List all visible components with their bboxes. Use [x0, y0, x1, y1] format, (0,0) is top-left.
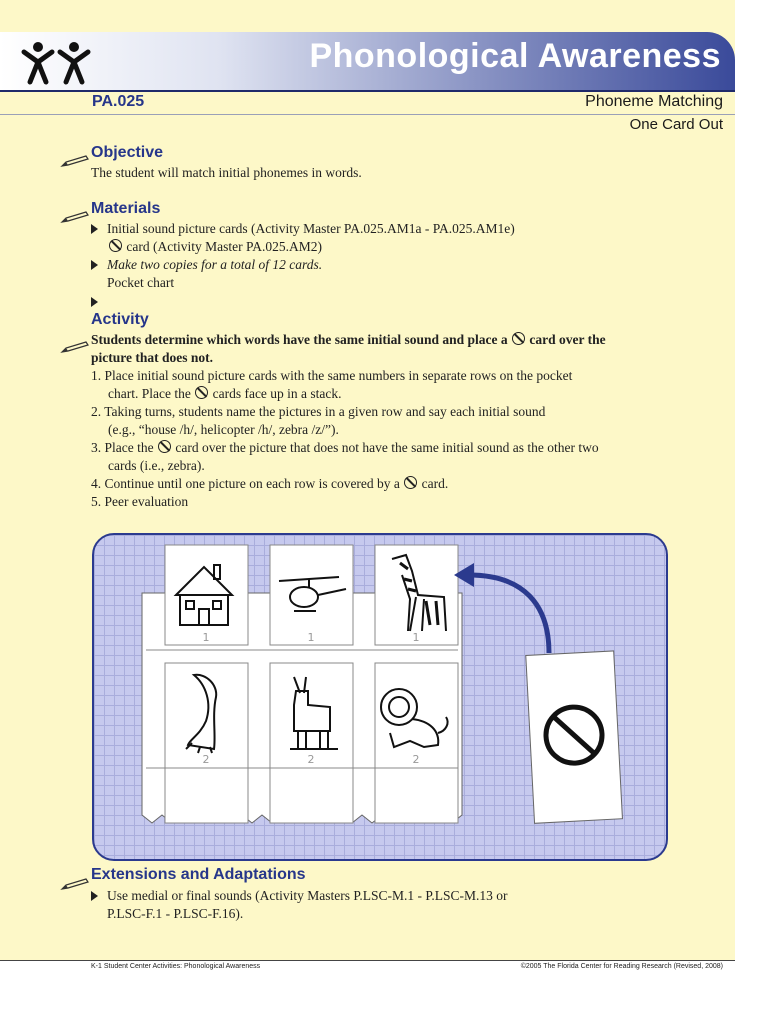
materials-item-2: Make two copies for a total of 12 cards.	[107, 257, 323, 272]
step-1: 1. Place initial sound picture cards with the same numbers in separate rows on the pocket	[91, 368, 573, 383]
no-symbol-icon	[109, 239, 122, 252]
step-2: 2. Taking turns, students name the pictures in a given row and say each initial sound	[91, 404, 546, 419]
row-number-label: 2	[307, 753, 315, 766]
page-title: Phonological Awareness	[309, 37, 721, 75]
row-number-label: 2	[412, 753, 420, 766]
activity-name: One Card Out	[629, 116, 723, 133]
skill-name: Phoneme Matching	[585, 93, 723, 110]
activity-code: PA.025	[92, 93, 145, 110]
bullet-icon	[91, 224, 98, 234]
materials-item-1: Initial sound picture cards (Activity Master PA.025.AM1a - PA.025.AM1e)	[107, 221, 515, 236]
row-number-label: 1	[202, 631, 210, 644]
bullet-icon	[91, 297, 98, 307]
no-card	[526, 651, 623, 823]
pencil-icon	[60, 154, 90, 168]
step-2-cont: (e.g., “house /h/, helicopter /h/, zebra /z/”).	[108, 422, 339, 437]
activity-intro-cont: picture that does not.	[91, 350, 214, 365]
empty-card	[165, 768, 248, 823]
footer-right: ©2005 The Florida Center for Reading Research (Revised, 2008)	[520, 963, 723, 970]
materials-heading: Materials	[91, 200, 161, 217]
objective-text: The student will match initial phonemes in words.	[91, 165, 362, 180]
empty-card	[375, 768, 458, 823]
extensions-text: Use medial or final sounds (Activity Masters P.LSC-M.1 - P.LSC-M.13 or	[107, 888, 508, 903]
curved-arrow-icon	[454, 563, 549, 653]
bullet-icon	[91, 891, 98, 901]
pocket-chart-svg	[94, 535, 666, 859]
row-number-label: 2	[202, 753, 210, 766]
empty-card	[270, 768, 353, 823]
no-symbol-icon	[195, 386, 208, 399]
header-rule	[0, 90, 735, 92]
materials-item-2-cont: Pocket chart	[107, 275, 175, 290]
extensions-heading: Extensions and Adaptations	[91, 866, 306, 883]
objective-heading: Objective	[91, 144, 164, 161]
footer-left: K-1 Student Center Activities: Phonological Awareness	[91, 963, 261, 970]
no-symbol-icon	[158, 440, 171, 453]
pencil-icon	[60, 210, 90, 224]
extensions-text-cont: P.LSC-F.1 - P.LSC-F.16).	[107, 906, 244, 921]
footer-rule	[0, 960, 735, 961]
title-banner	[0, 32, 735, 90]
row-number-label: 1	[412, 631, 420, 644]
step-1-cont: chart. Place the cards face up in a stack.	[108, 386, 342, 401]
subheader-rule	[0, 114, 735, 115]
step-3: 3. Place the card over the picture that does not have the same initial sound as the other two	[91, 440, 599, 455]
no-symbol-icon	[512, 332, 525, 345]
pocket-chart-illustration	[92, 533, 668, 861]
pencil-icon	[60, 340, 90, 354]
step-4: 4. Continue until one picture on each row is covered by a card.	[91, 476, 449, 491]
people-logo-icon	[20, 40, 94, 86]
step-5: 5. Peer evaluation	[91, 494, 189, 509]
bullet-icon	[91, 260, 98, 270]
no-symbol-icon	[404, 476, 417, 489]
materials-item-1-cont: card (Activity Master PA.025.AM2)	[108, 238, 322, 256]
picture-card	[270, 545, 353, 645]
step-3-cont: cards (i.e., zebra).	[108, 458, 205, 473]
row-number-label: 1	[307, 631, 315, 644]
activity-intro: Students determine which words have the same initial sound and place a card over the	[91, 332, 606, 347]
activity-heading: Activity	[91, 311, 149, 328]
pencil-icon	[60, 877, 90, 891]
